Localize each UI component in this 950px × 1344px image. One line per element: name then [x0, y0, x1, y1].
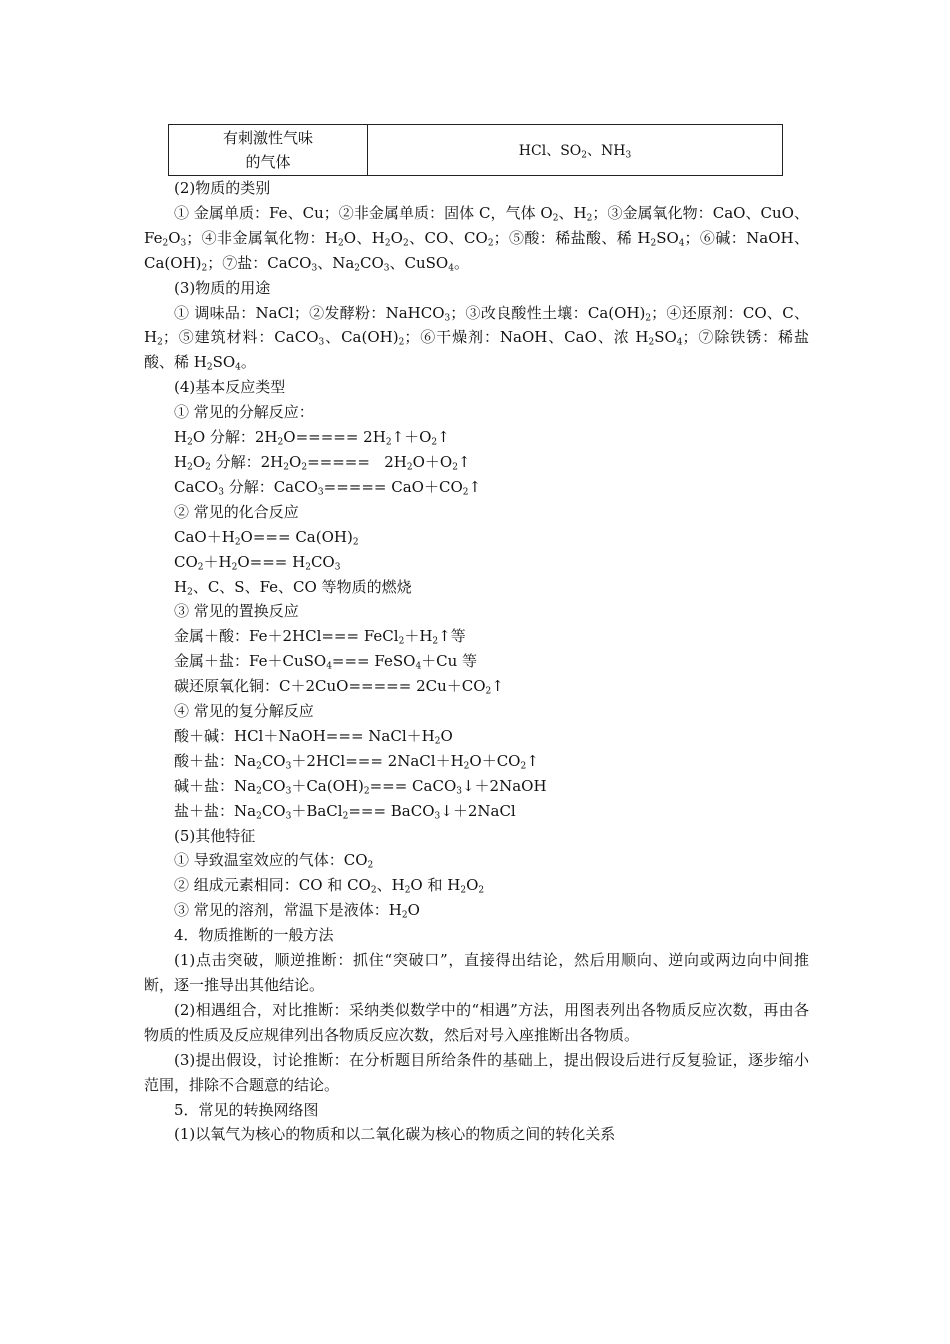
text-line: ④ 常见的复分解反应	[174, 702, 314, 721]
text-line: ② 组成元素相同：CO 和 $CO_2$、$H_2O$ 和 $H_2O_2$	[174, 876, 485, 896]
text-line: (1)以氧气为核心的物质和以二氧化碳为核心的物质之间的转化关系	[174, 1125, 616, 1144]
text-line: $H_2O_2$ 分解：$2H_2O_2=====$ $2H_2O+O_2↑$	[174, 452, 471, 473]
table-cell-gas-type: 有刺激性气味 的气体	[169, 125, 368, 176]
text-line: 碱＋盐：$Na_2CO_3+Ca(OH)_2===$ CaCO$_3$↓＋2NaOH	[174, 776, 547, 796]
table-cell-gas-list: HCl、$SO_2$、$NH_3$	[368, 125, 783, 176]
text-line: $CaO+H_2O=== Ca(OH)_2$	[174, 527, 359, 547]
paragraph: (2)相遇组合，对比推断：采纳类似数学中的“相遇”方法，用图表列出各物质反应次数，再由各物质的性质及反应规律列出各物质反应次数，然后对号入座推断出各物质。	[144, 1000, 809, 1044]
gas-table	[168, 124, 783, 176]
text-line: 酸＋碱：HCl＋NaOH=== $NaCl+H_2O$	[174, 726, 453, 747]
text-line: ③ 常见的溶剂，常温下是液体：$H_2O$	[174, 901, 420, 921]
paragraph: (1)点击突破，顺逆推断：抓住“突破口”，直接得出结论，然后用顺向、逆向或两边向中间推断，逐一推导出其他结论。	[144, 951, 809, 994]
paragraph: ① 调味品：NaCl；②发酵粉：NaHCO$_3$；③改良酸性土壤：$Ca(OH)_2$；④还原剂：CO、C、$H_2$；⑤建筑材料：CaCO$_3$、$Ca(OH)_2$；⑥干燥剂：NaOH、CaO、浓 $H_2SO_4$；⑦除铁锈：稀盐酸、稀 $H_2SO_4$。	[144, 303, 809, 373]
text-line: CaCO$_3$ 分解：CaCO$_3$===== $CaO+CO_2↑$	[174, 477, 482, 498]
text-line: 金属＋盐：Fe＋CuSO$_4$=== FeSO$_4$＋Cu 等	[174, 652, 478, 672]
text-line: (4)基本反应类型	[174, 378, 286, 397]
document-body	[144, 176, 809, 1147]
text-line: 金属＋酸：$Fe+2HCl=== FeCl_2+H_2↑$等	[174, 627, 466, 647]
text-line: ① 常见的分解反应：	[174, 403, 314, 422]
text-line: (2)物质的类别	[174, 179, 271, 197]
text-line: ② 常见的化合反应	[174, 502, 299, 521]
text-line: 4．物质推断的一般方法	[174, 926, 334, 945]
paragraph: (3)提出假设，讨论推断：在分析题目所给条件的基础上，提出假设后进行反复验证，逐步缩小范围，排除不合题意的结论。	[144, 1050, 809, 1094]
text-line: $CO_2+H_2O=== H_2CO_3$	[174, 552, 341, 572]
paragraph: ① 金属单质：Fe、Cu；②非金属单质：固体 C，气体 $O_2$、$H_2$；③金属氧化物：CaO、CuO、$Fe_2O_3$；④非金属氧化物：$H_2O$、$H_2O_2$、CO、$CO_2$；⑤酸：稀盐酸、稀 $H_2SO_4$；⑥碱：NaOH、$Ca(OH)_2$；⑦盐：CaCO$_3$、$Na_2CO_3$、CuSO$_4$。	[144, 203, 809, 273]
text-line: 酸＋盐：$Na_2CO_3+2HCl===$ $2NaCl+H_2O+CO_2↑$	[174, 751, 539, 772]
text-line: 5．常见的转换网络图	[174, 1100, 319, 1119]
text-line: ① 导致温室效应的气体：$CO_2$	[174, 851, 374, 871]
text-line: 盐＋盐：$Na_2CO_3+BaCl_2===$ BaCO$_3$↓＋2NaCl	[174, 801, 516, 821]
text-line: (5)其他特征	[174, 826, 256, 845]
table-row	[169, 125, 783, 176]
text-line: 碳还原氧化铜：$C+2CuO===== 2Cu+CO_2↑$	[174, 677, 504, 697]
text-line: $H_2O$ 分解：$2H_2O=====$ $2H_2↑+O_2↑$	[174, 428, 450, 448]
text-line: ③ 常见的置换反应	[174, 602, 299, 621]
text-line: $H_2$、C、S、Fe、CO 等物质的燃烧	[174, 577, 412, 597]
text-line: (3)物质的用途	[174, 278, 271, 297]
